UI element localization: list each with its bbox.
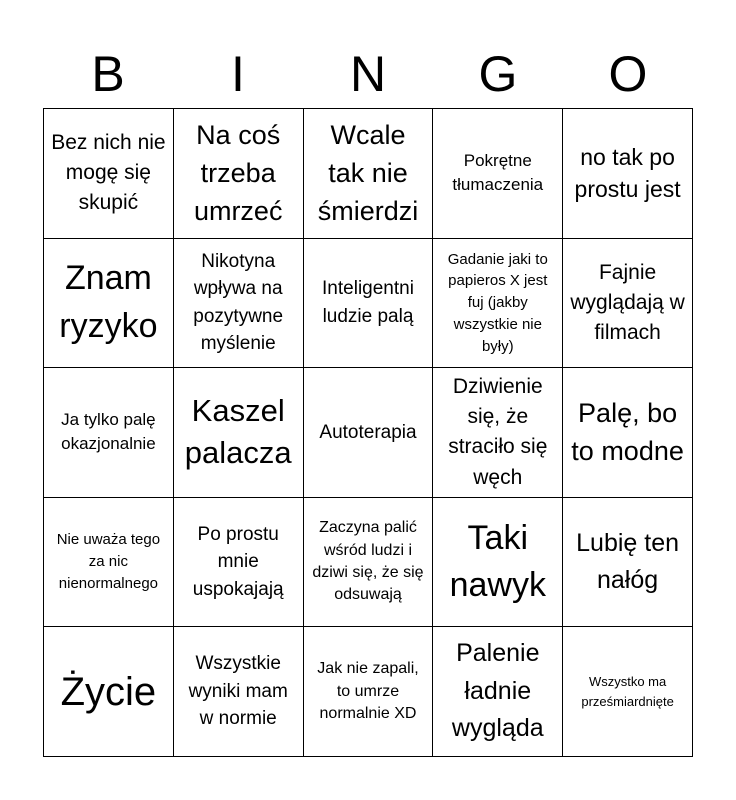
bingo-cell[interactable]: Jak nie zapali, to umrze normalnie XD <box>304 627 434 757</box>
bingo-cell[interactable]: Wcale tak nie śmierdzi <box>304 109 434 239</box>
bingo-cell[interactable]: Po prostu mnie uspokajają <box>174 498 304 628</box>
bingo-cell[interactable]: Pokrętne tłumaczenia <box>433 109 563 239</box>
bingo-cell[interactable]: Autoterapia <box>304 368 434 498</box>
header-letter-o: O <box>608 46 648 102</box>
bingo-cell[interactable]: Kaszel palacza <box>174 368 304 498</box>
bingo-cell[interactable]: Wszystkie wyniki mam w normie <box>174 627 304 757</box>
bingo-cell[interactable]: Gadanie jaki to papieros X jest fuj (jakby wszystkie nie były) <box>433 239 563 369</box>
bingo-cell[interactable]: Ja tylko palę okazjonalnie <box>44 368 174 498</box>
bingo-cell[interactable]: Życie <box>44 627 174 757</box>
header-letter-n: N <box>349 46 387 102</box>
bingo-cell[interactable]: Lubię ten nałóg <box>563 498 693 628</box>
header-letter-g: G <box>478 46 518 102</box>
bingo-cell[interactable]: Palę, bo to modne <box>563 368 693 498</box>
bingo-cell[interactable]: Bez nich nie mogę się skupić <box>44 109 174 239</box>
bingo-cell[interactable]: Dziwienie się, że straciło się węch <box>433 368 563 498</box>
bingo-cell[interactable]: Znam ryzyko <box>44 239 174 369</box>
bingo-cell[interactable]: Nie uważa tego za nic nienormalnego <box>44 498 174 628</box>
bingo-board <box>43 108 693 757</box>
bingo-cell[interactable]: no tak po prostu jest <box>563 109 693 239</box>
bingo-cell[interactable]: Na coś trzeba umrzeć <box>174 109 304 239</box>
bingo-cell[interactable]: Taki nawyk <box>433 498 563 628</box>
bingo-cell[interactable]: Inteligentni ludzie palą <box>304 239 434 369</box>
bingo-header <box>43 40 693 108</box>
bingo-cell[interactable]: Palenie ładnie wygląda <box>433 627 563 757</box>
bingo-cell[interactable]: Nikotyna wpływa na pozytywne myślenie <box>174 239 304 369</box>
bingo-cell[interactable]: Fajnie wyglądają w filmach <box>563 239 693 369</box>
header-letter-b: B <box>91 46 125 102</box>
bingo-cell[interactable]: Wszystko ma prześmiardnięte <box>563 627 693 757</box>
bingo-cell[interactable]: Zaczyna palić wśród ludzi i dziwi się, że się odsuwają <box>304 498 434 628</box>
header-letter-i: I <box>231 46 245 102</box>
